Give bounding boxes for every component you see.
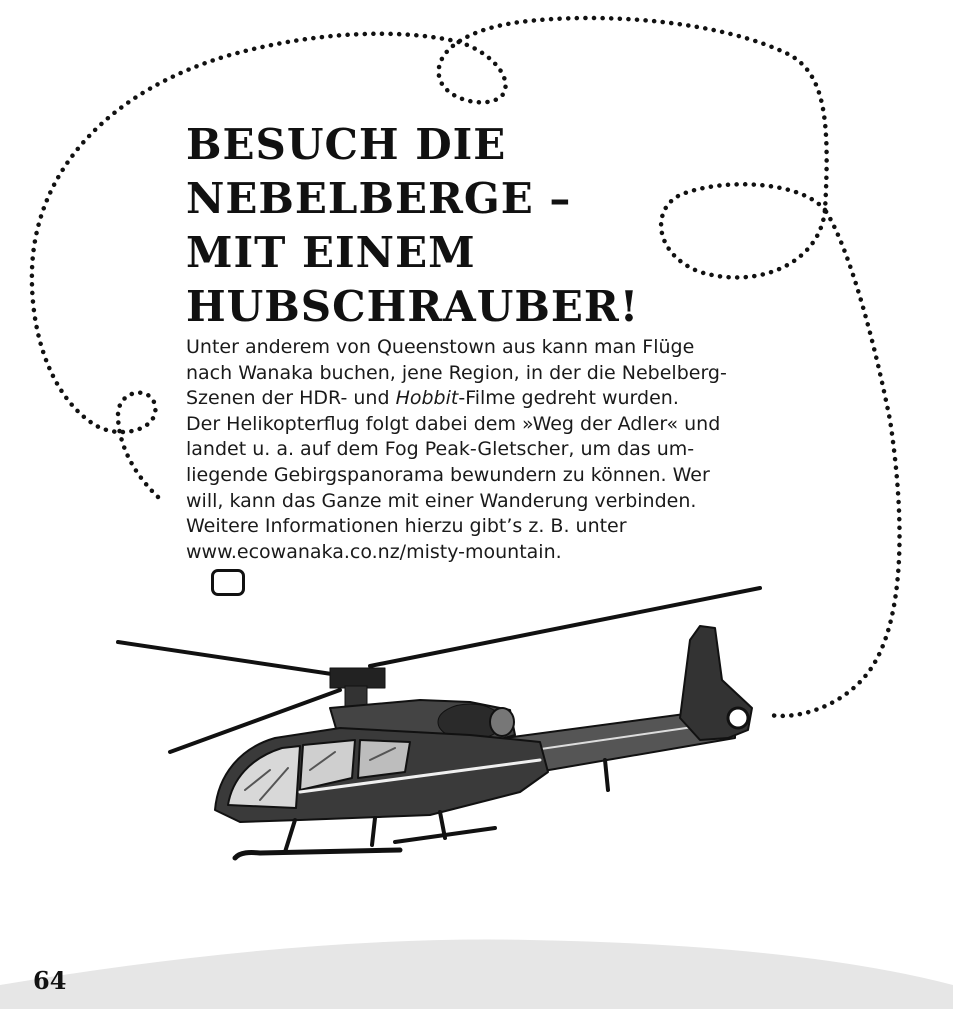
heading-line: MIT EINEM (186, 228, 476, 277)
helicopter-illustration (118, 588, 760, 858)
ground-hill (0, 940, 953, 1009)
checkbox[interactable] (211, 569, 245, 596)
dotted-loop-right (661, 184, 825, 277)
page-number: 64 (33, 966, 67, 995)
body-line: liegende Gebirgspanorama bewundern zu können. Wer (186, 463, 710, 486)
body-line-start: Szenen der HDR- und (186, 387, 396, 410)
heading-line: BESUCH DIE (186, 120, 507, 169)
heading-line: HUBSCHRAUBER! (186, 282, 640, 331)
film-title-italic: Hobbit (395, 387, 459, 410)
body-line (186, 386, 826, 412)
body-line: nach Wanaka buchen, jene Region, in der die Nebelberg- (186, 361, 727, 384)
website-link[interactable]: www.ecowanaka.co.nz/misty-mountain. (186, 540, 562, 563)
body-paragraph (186, 335, 826, 565)
body-line-end: -Filme gedreht wurden. (458, 387, 679, 410)
body-line: will, kann das Ganze mit einer Wanderung verbinden. (186, 489, 697, 512)
body-line: Der Helikopterflug folgt dabei dem »Weg der Adler« und (186, 412, 721, 435)
body-line: landet u. a. auf dem Fog Peak-Gletscher, um das um- (186, 438, 695, 461)
page-heading (186, 118, 639, 334)
body-line: Unter anderem von Queenstown aus kann man Flüge (186, 336, 695, 358)
body-line: Weitere Informationen hierzu gibt’s z. B. unter (186, 515, 627, 538)
heading-line: NEBELBERGE – (186, 174, 572, 223)
